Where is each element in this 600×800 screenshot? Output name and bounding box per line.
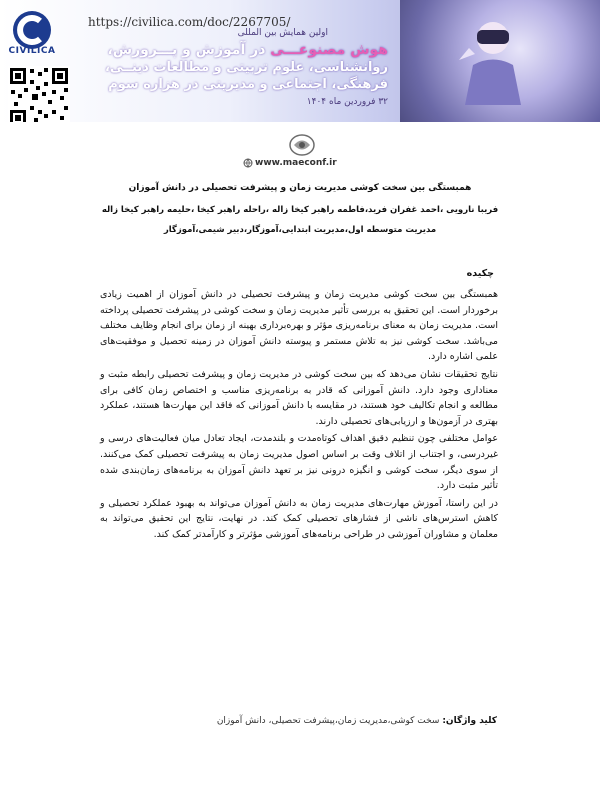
conference-title-highlight: هوش مصنوعـــی: [270, 42, 388, 58]
vr-child-illustration: [455, 10, 525, 105]
abstract-paragraph: همبستگی بین سخت کوشی مدیریت زمان و پیشرفت تحصیلی در دانش آموزان از اهمیت زیادی برخوردار است. این تحقیق به بررسی تأثیر مدیریت زمان و سخت کوشی در پیشرفت تحصیلی پرداخته است. مدیریت زمان به معنای برنامه‌ریزی مؤثر و بهره‌برداری بهینه از زمان برای انجام وظایف مختلف می‌باشد. سخت کوشی نیز به تلاش مستمر و پیوسته دانش آموزان در زمینه تحصیل و موفقیت‌های علمی اشاره دارد.: [100, 289, 498, 363]
abstract-paragraph: عوامل مختلفی چون تنظیم دقیق اهداف کوتاه‌مدت و بلندمدت، ایجاد تعادل میان فعالیت‌های درسی و غیردرسی، و اجتناب از اتلاف وقت بر اساس اصول مدیریت زمان به پیشرفت تحصیلی کمک می‌کنند. از سوی دیگر، سخت کوشی و انگیزه درونی نیز بر تعهد دانش آموزان به برنامه‌های زمان‌بندی شده تأثیر مثبت دارد.: [100, 433, 498, 492]
conference-date: ۳۲ فروردین ماه ۱۴۰۴: [306, 97, 388, 107]
paper-affiliation: مدیریت متوسطه اول،مدیریت ابتدایی،آموزگار،دبیر شیمی،آموزگار: [163, 225, 437, 235]
globe-icon: [243, 158, 253, 168]
qr-code-icon: [8, 66, 70, 122]
conference-title-line1-rest: در آموزش و پـــرورش،: [107, 42, 271, 58]
conference-banner: [0, 0, 600, 122]
abstract-paragraph: نتایج تحقیقات نشان می‌دهد که بین سخت کوشی در مدیریت زمان و پیشرفت تحصیلی رابطه مثبت و معناداری وجود دارد. دانش آموزانی که قادر به برنامه‌ریزی مناسب و اختصاص زمان کافی برای مطالعه و انجام تکالیف خود هستند، در مقایسه با دانش آموزانی که فاقد این مهارت‌ها هستند، عملکرد بهتری در آزمون‌ها و ارزیابی‌های تحصیلی دارند.: [100, 368, 498, 427]
conference-website[interactable]: www.maeconf.ir: [255, 158, 337, 168]
document-url[interactable]: https://civilica.com/doc/2267705/: [88, 15, 291, 29]
conference-subtitle: اولین همایش بین المللی: [237, 28, 328, 38]
conference-title-line3: فرهنگی، اجتماعی و مدیریتی در هزاره سوم: [108, 77, 388, 92]
logo-text: CIVILICA: [8, 46, 56, 56]
keywords-line: [217, 716, 497, 726]
conference-title-line2: روانشناسی، علوم تربیتی و مطالعات دینــی،: [105, 60, 388, 75]
paper-title: همبستگی بین سخت کوشی مدیریت زمان و پیشرفت تحصیلی در دانش آموزان: [128, 183, 472, 193]
abstract-heading: چکیده: [466, 268, 494, 279]
paper-authors: فریبا نارویی ،احمد غفران فرید،فاطمه راهبر کیخا زاله ،راحله راهبر کیخا ،حلیمه راهبر کیخا زاله: [101, 205, 499, 215]
keywords-values: سخت کوشی،مدیریت زمان،پیشرفت تحصیلی، دانش آموزان: [216, 716, 443, 726]
abstract-body: [100, 287, 498, 545]
keywords-label: کلید واژگان:: [442, 716, 497, 726]
abstract-paragraph: در این راستا، آموزش مهارت‌های مدیریت زمان به دانش آموزان می‌تواند به بهبود عملکرد تحصیلی و کاهش استرس‌های ناشی از فشارهای تحصیلی کمک کند. در نهایت، نتایج این تحقیق می‌تواند به معلمان و مشاوران آموزشی در طراحی برنامه‌های آموزشی مؤثرتر و کارآمدتر کمک کند.: [100, 497, 498, 540]
conference-title-line1: [107, 42, 388, 58]
organization-logo-icon: [282, 132, 322, 158]
